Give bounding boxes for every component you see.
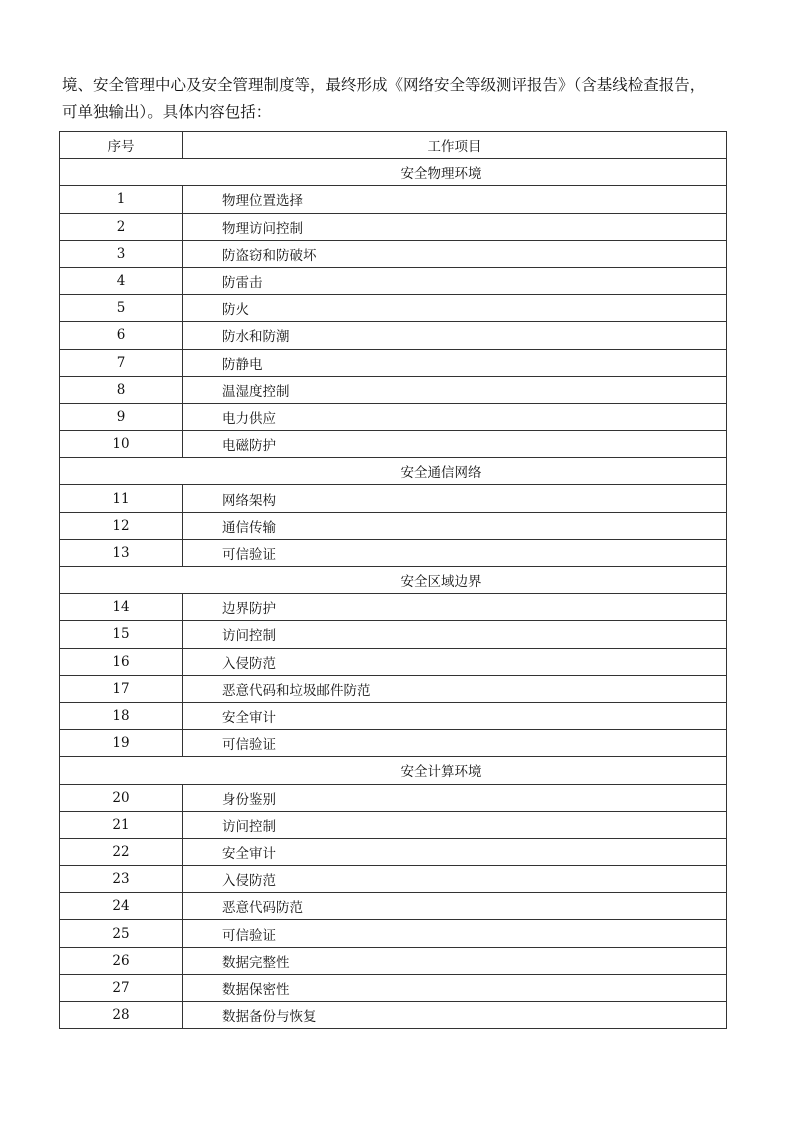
- row-work-item: 恶意代码和垃圾邮件防范: [183, 675, 727, 702]
- table-row: [60, 702, 727, 729]
- row-work-item: 入侵防范: [183, 648, 727, 675]
- table-row: [60, 349, 727, 376]
- row-work-item: 数据保密性: [183, 974, 727, 1001]
- row-number: 14: [60, 594, 183, 621]
- section-title: 安全物理环境: [60, 159, 727, 186]
- table-row: [60, 866, 727, 893]
- row-number: 15: [60, 621, 183, 648]
- row-number: 20: [60, 784, 183, 811]
- row-number: 22: [60, 838, 183, 865]
- row-number: 23: [60, 866, 183, 893]
- row-number: 13: [60, 539, 183, 566]
- row-work-item: 防火: [183, 295, 727, 322]
- row-number: 28: [60, 1002, 183, 1029]
- intro-line-1: 境、安全管理中心及安全管理制度等，最终形成《网络安全等级测评报告》（含基线检查报告，: [62, 76, 706, 94]
- table-row: [60, 648, 727, 675]
- table-row: [60, 784, 727, 811]
- row-work-item: 安全审计: [183, 702, 727, 729]
- work-items-table: [59, 131, 727, 1029]
- row-work-item: 物理位置选择: [183, 186, 727, 213]
- table-row: [60, 485, 727, 512]
- table-row: [60, 947, 727, 974]
- row-number: 3: [60, 240, 183, 267]
- row-number: 10: [60, 431, 183, 458]
- table-row: [60, 267, 727, 294]
- table-row: [60, 213, 727, 240]
- row-number: 18: [60, 702, 183, 729]
- row-work-item: 边界防护: [183, 594, 727, 621]
- row-work-item: 可信验证: [183, 920, 727, 947]
- row-number: 24: [60, 893, 183, 920]
- row-number: 4: [60, 267, 183, 294]
- table-body: [60, 159, 727, 1029]
- row-work-item: 温湿度控制: [183, 376, 727, 403]
- table-row: [60, 621, 727, 648]
- row-number: 1: [60, 186, 183, 213]
- intro-line-2: 可单独输出）。具体内容包括：: [62, 103, 272, 121]
- row-number: 6: [60, 322, 183, 349]
- section-title: 安全通信网络: [60, 458, 727, 485]
- table-row: [60, 322, 727, 349]
- section-title: 安全计算环境: [60, 757, 727, 784]
- table-row: [60, 594, 727, 621]
- row-work-item: 网络架构: [183, 485, 727, 512]
- row-work-item: 恶意代码防范: [183, 893, 727, 920]
- section-row: [60, 159, 727, 186]
- row-work-item: 电力供应: [183, 403, 727, 430]
- row-number: 9: [60, 403, 183, 430]
- table-row: [60, 838, 727, 865]
- table-row: [60, 431, 727, 458]
- row-work-item: 防水和防潮: [183, 322, 727, 349]
- row-number: 16: [60, 648, 183, 675]
- table-row: [60, 512, 727, 539]
- section-title: 安全区域边界: [60, 567, 727, 594]
- row-work-item: 物理访问控制: [183, 213, 727, 240]
- row-number: 26: [60, 947, 183, 974]
- section-row: [60, 567, 727, 594]
- row-work-item: 电磁防护: [183, 431, 727, 458]
- row-number: 11: [60, 485, 183, 512]
- row-work-item: 访问控制: [183, 811, 727, 838]
- row-number: 27: [60, 974, 183, 1001]
- table-row: [60, 974, 727, 1001]
- header-work-item: 工作项目: [183, 132, 727, 159]
- row-work-item: 防盗窃和防破坏: [183, 240, 727, 267]
- row-number: 17: [60, 675, 183, 702]
- table-row: [60, 893, 727, 920]
- row-number: 19: [60, 730, 183, 757]
- row-work-item: 防静电: [183, 349, 727, 376]
- row-number: 2: [60, 213, 183, 240]
- table-row: [60, 1002, 727, 1029]
- table-row: [60, 539, 727, 566]
- table-row: [60, 811, 727, 838]
- table-row: [60, 295, 727, 322]
- row-work-item: 安全审计: [183, 838, 727, 865]
- row-work-item: 访问控制: [183, 621, 727, 648]
- table-row: [60, 240, 727, 267]
- row-work-item: 通信传输: [183, 512, 727, 539]
- table-row: [60, 403, 727, 430]
- intro-paragraph: [62, 72, 730, 126]
- row-number: 25: [60, 920, 183, 947]
- section-row: [60, 458, 727, 485]
- section-row: [60, 757, 727, 784]
- row-work-item: 入侵防范: [183, 866, 727, 893]
- table-row: [60, 186, 727, 213]
- header-number: 序号: [60, 132, 183, 159]
- row-number: 21: [60, 811, 183, 838]
- row-number: 7: [60, 349, 183, 376]
- table-header-row: [60, 132, 727, 159]
- row-work-item: 防雷击: [183, 267, 727, 294]
- row-number: 5: [60, 295, 183, 322]
- row-work-item: 身份鉴别: [183, 784, 727, 811]
- row-work-item: 可信验证: [183, 730, 727, 757]
- table-row: [60, 675, 727, 702]
- table-row: [60, 376, 727, 403]
- row-work-item: 可信验证: [183, 539, 727, 566]
- row-number: 12: [60, 512, 183, 539]
- table-row: [60, 730, 727, 757]
- table-row: [60, 920, 727, 947]
- row-work-item: 数据备份与恢复: [183, 1002, 727, 1029]
- row-number: 8: [60, 376, 183, 403]
- row-work-item: 数据完整性: [183, 947, 727, 974]
